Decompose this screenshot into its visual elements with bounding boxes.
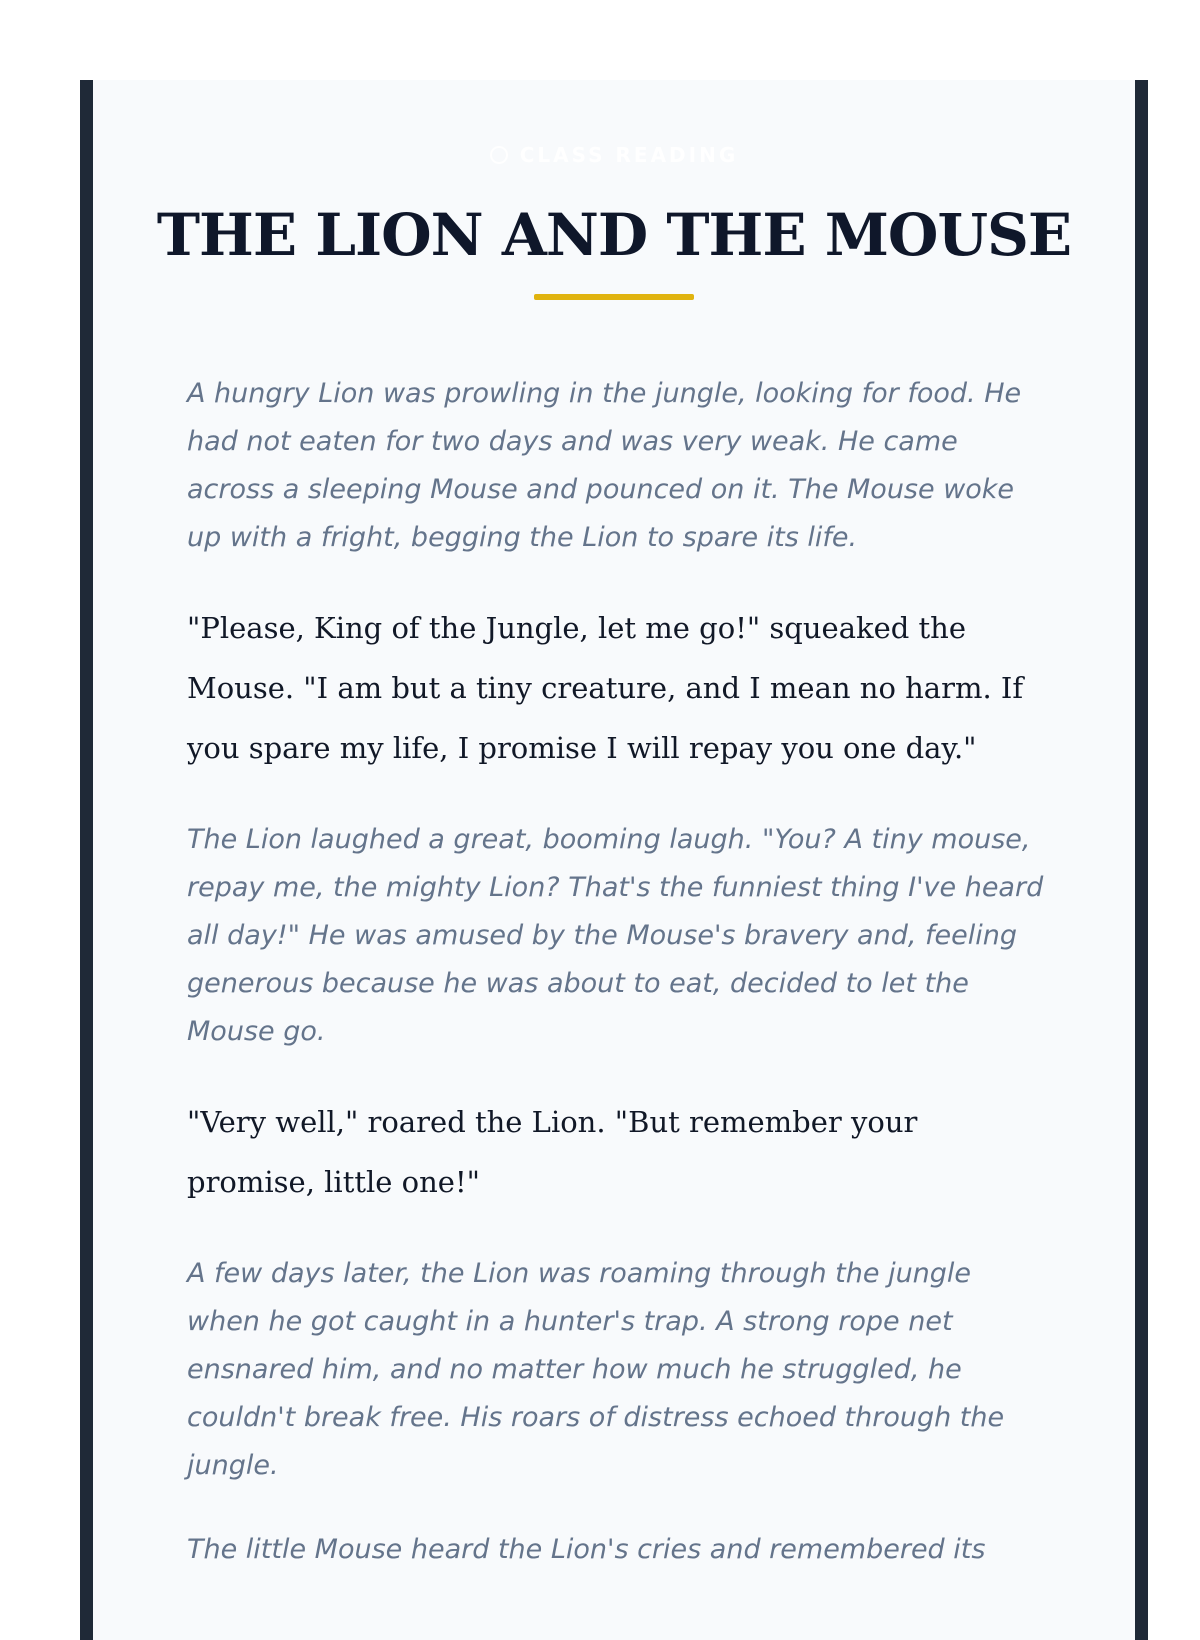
reading-card xyxy=(80,80,1148,1640)
story-paragraph-narration: The little Mouse heard the Lion's cries and remembered its xyxy=(187,1534,986,1565)
story-paragraph-dialogue: "Very well," roared the Lion. "But remember your promise, little one!" xyxy=(187,1105,918,1199)
story-paragraph-narration: The Lion laughed a great, booming laugh. "You? A tiny mouse, repay me, the mighty Lion? That's the funniest thing I've heard all day!" He was amused by the Mouse's bravery and, feeling generous because he was about to eat, decided to let the Mouse go. xyxy=(187,824,1044,1047)
class-reading-label xyxy=(93,140,1135,170)
story-paragraph-dialogue: "Please, King of the Jungle, let me go!" squeaked the Mouse. "I am but a tiny creature, and I mean no harm. If you spare my life, I promise I will repay you one day." xyxy=(187,611,1024,765)
info-icon xyxy=(490,146,508,164)
class-reading-label-text: CLASS READING xyxy=(519,143,739,167)
story-body xyxy=(187,370,1047,1610)
story-paragraph-narration: A few days later, the Lion was roaming through the jungle when he got caught in a hunter's trap. A strong rope net ensnared him, and no matter how much he struggled, he couldn't break free. His roars of distress echoed through the jungle. xyxy=(187,1258,1005,1481)
story-title: THE LION AND THE MOUSE xyxy=(156,201,1072,269)
title-underline xyxy=(534,294,694,300)
story-paragraph-narration: A hungry Lion was prowling in the jungle, looking for food. He had not eaten for two days and was very weak. He came across a sleeping Mouse and pounced on it. The Mouse woke up with a fright, begging the Lion to spare its life. xyxy=(187,378,1022,553)
